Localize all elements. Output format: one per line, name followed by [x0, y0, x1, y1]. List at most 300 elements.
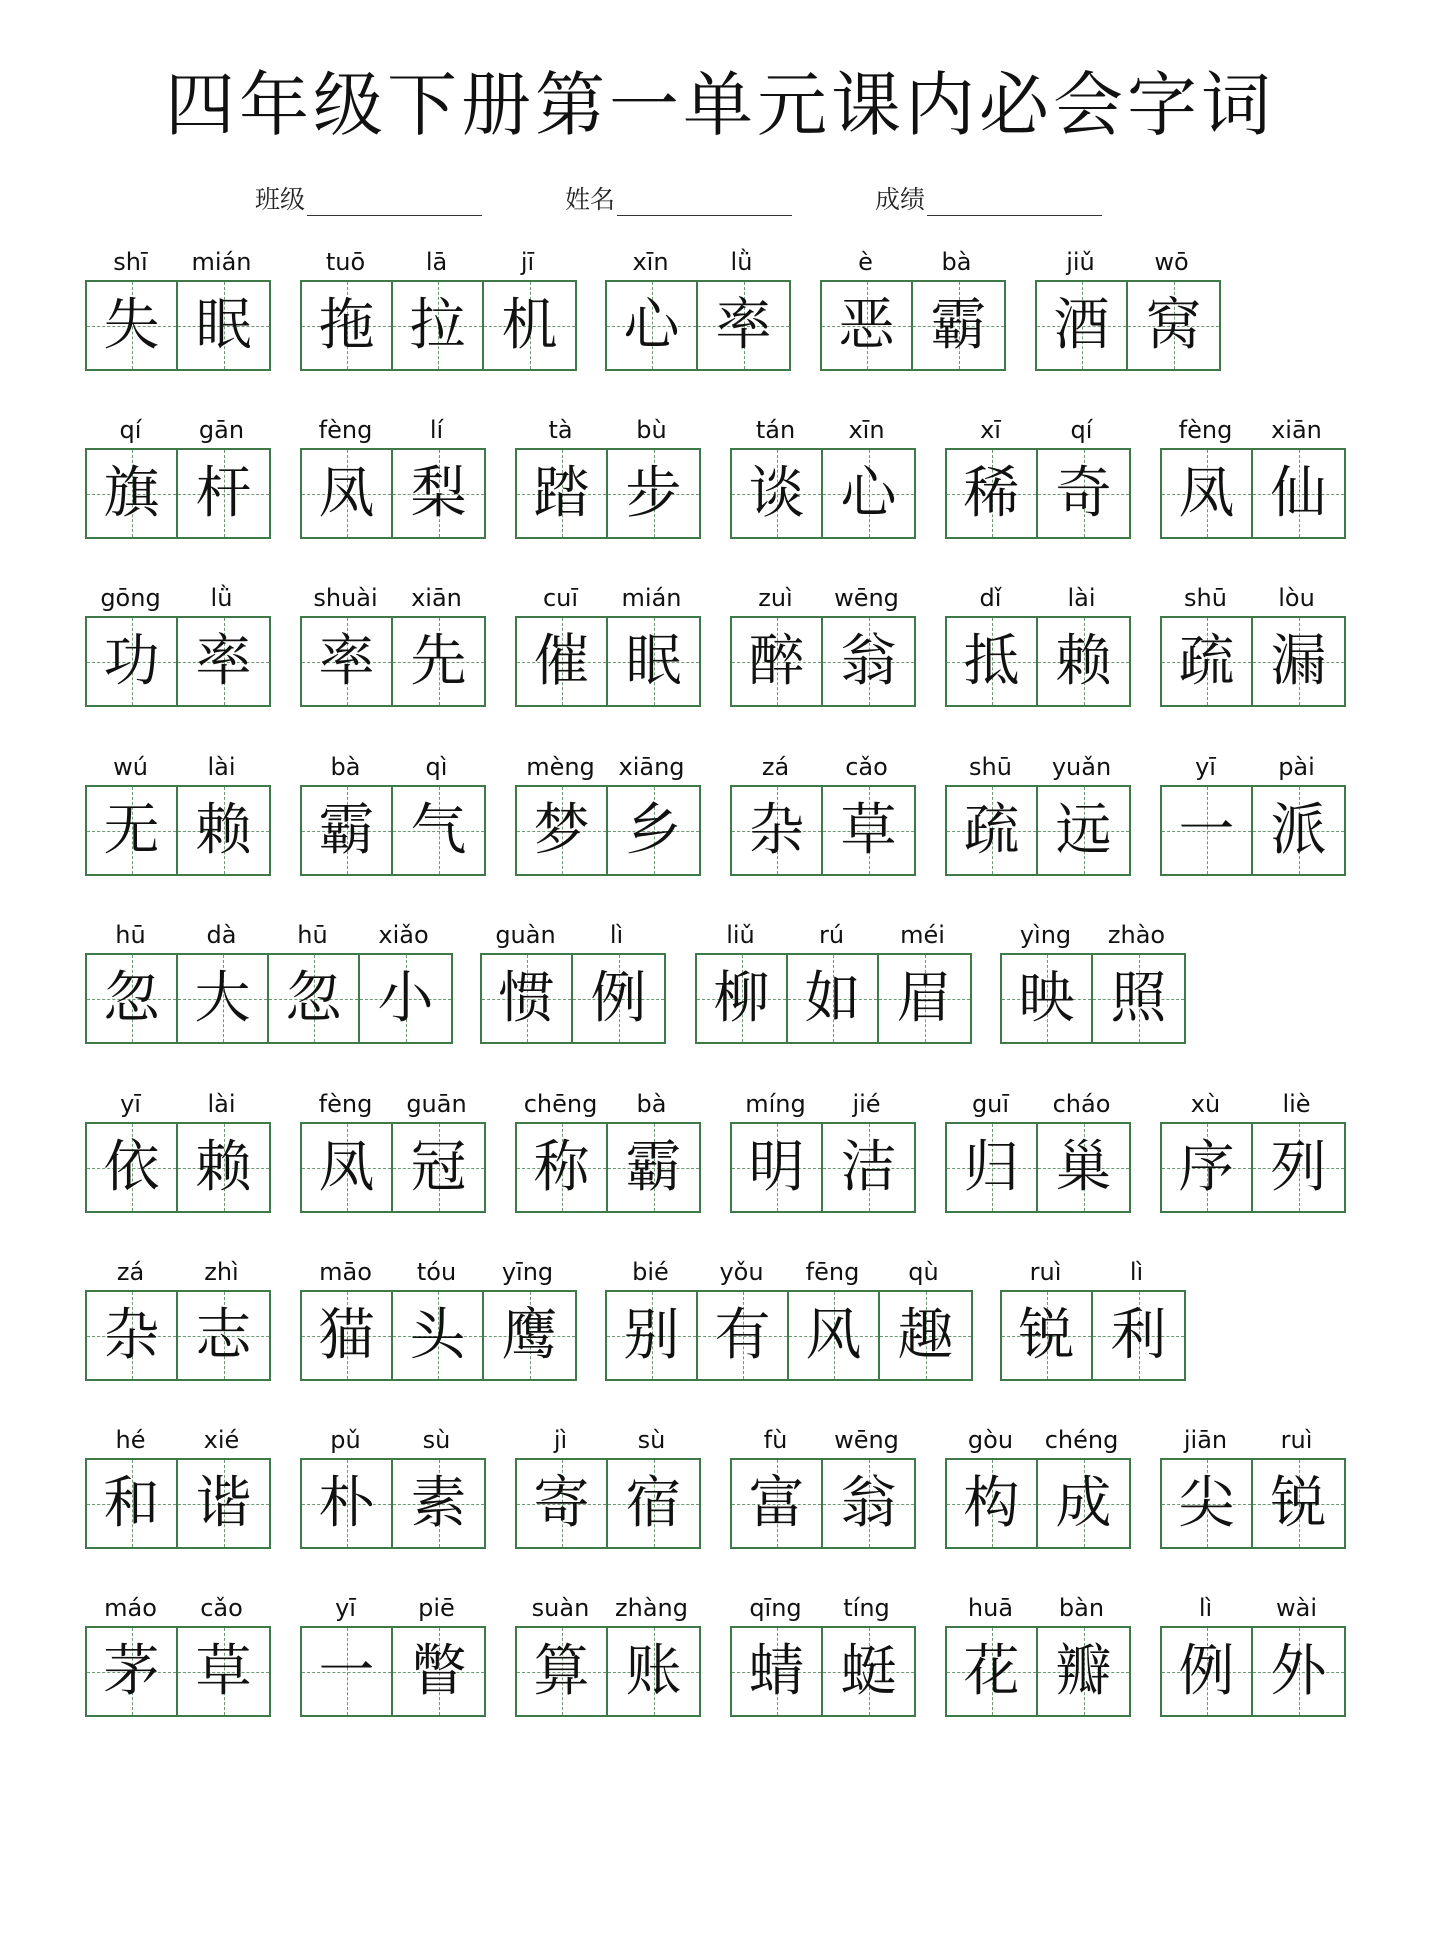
pinyin-line	[1035, 245, 1217, 279]
pinyin-syllable: shū	[1184, 584, 1227, 612]
pinyin-syllable: bù	[636, 416, 667, 444]
word-group	[1035, 245, 1217, 358]
pinyin-syllable: cuī	[542, 584, 579, 612]
pinyin-syllable: gòu	[967, 1426, 1014, 1454]
hanzi-character: 瓣	[1055, 1639, 1112, 1704]
tianzige-box	[1160, 448, 1346, 539]
page-title: 四年级下册第一单元课内必会字词	[165, 64, 1275, 146]
pinyin-syllable: tíng	[843, 1594, 890, 1622]
tianzige-cell	[393, 618, 484, 705]
hanzi-character: 算	[533, 1639, 590, 1704]
tianzige-cell	[1038, 1628, 1129, 1715]
word-group	[300, 413, 482, 526]
hanzi-character: 一	[1178, 798, 1235, 863]
hanzi-character: 拖	[318, 293, 375, 358]
pinyin-line	[945, 1591, 1127, 1625]
word-row	[0, 750, 1440, 890]
tianzige-cell	[947, 1124, 1038, 1211]
pinyin-syllable: ruì	[1280, 1426, 1313, 1454]
hanzi-character: 趣	[897, 1303, 954, 1368]
word-group	[945, 1591, 1127, 1704]
hanzi-character: 踏	[533, 461, 590, 526]
pinyin-syllable: māo	[319, 1258, 372, 1286]
hanzi-character: 率	[318, 629, 375, 694]
pinyin-line	[1000, 1255, 1182, 1289]
hanzi-character: 花	[963, 1639, 1020, 1704]
pinyin-syllable: xié	[203, 1426, 240, 1454]
hanzi-character: 旗	[103, 461, 160, 526]
tianzige-cell	[517, 450, 608, 537]
word-group	[605, 1255, 969, 1368]
hanzi-character: 拉	[409, 293, 466, 358]
tianzige-box	[730, 1122, 916, 1213]
tianzige-cell	[87, 1460, 178, 1547]
tianzige-cell	[1253, 787, 1344, 874]
word-group	[945, 1087, 1127, 1200]
tianzige-box	[1160, 785, 1346, 876]
tianzige-cell	[1162, 787, 1253, 874]
pinyin-syllable: pài	[1278, 753, 1315, 781]
tianzige-cell	[517, 1628, 608, 1715]
hanzi-character: 洁	[840, 1135, 897, 1200]
word-group	[945, 750, 1127, 863]
word-group	[820, 245, 1002, 358]
word-row	[0, 1087, 1440, 1227]
tianzige-box	[300, 785, 486, 876]
tianzige-cell	[732, 618, 823, 705]
pinyin-syllable: tán	[755, 416, 796, 444]
word-group	[300, 1087, 482, 1200]
tianzige-cell	[608, 450, 699, 537]
hanzi-character: 气	[410, 798, 467, 863]
hanzi-character: 眠	[625, 629, 682, 694]
word-group	[730, 1087, 912, 1200]
word-row	[0, 1591, 1440, 1731]
pinyin-syllable: lài	[207, 753, 236, 781]
pinyin-syllable: tóu	[416, 1258, 457, 1286]
tianzige-box	[730, 1458, 916, 1549]
pinyin-line	[730, 581, 912, 615]
pinyin-syllable: bié	[632, 1258, 669, 1286]
class-field	[255, 180, 482, 216]
pinyin-line	[300, 750, 482, 784]
tianzige-cell	[573, 955, 664, 1042]
tianzige-cell	[87, 618, 178, 705]
pinyin-syllable: lì	[1198, 1594, 1213, 1622]
tianzige-cell	[178, 1292, 269, 1379]
tianzige-cell	[1253, 450, 1344, 537]
tianzige-cell	[302, 787, 393, 874]
pinyin-syllable: cǎo	[845, 753, 888, 781]
hanzi-character: 蜓	[840, 1639, 897, 1704]
tianzige-box	[85, 616, 271, 707]
tianzige-cell	[913, 282, 1004, 369]
pinyin-syllable: tà	[548, 416, 573, 444]
hanzi-character: 漏	[1270, 629, 1327, 694]
word-group	[1000, 1255, 1182, 1368]
tianzige-box	[300, 1290, 577, 1381]
hanzi-character: 杂	[748, 798, 805, 863]
pinyin-syllable: cháo	[1052, 1090, 1111, 1118]
hanzi-character: 机	[501, 293, 558, 358]
tianzige-box	[945, 1458, 1131, 1549]
hanzi-character: 朴	[318, 1471, 375, 1536]
hanzi-character: 霸	[625, 1135, 682, 1200]
pinyin-syllable: wō	[1154, 248, 1189, 276]
pinyin-syllable: wú	[113, 753, 148, 781]
pinyin-syllable: chēng	[523, 1090, 598, 1118]
pinyin-syllable: xiān	[1271, 416, 1322, 444]
hanzi-character: 凤	[318, 1135, 375, 1200]
word-group	[1160, 581, 1342, 694]
pinyin-syllable: yīng	[501, 1258, 554, 1286]
tianzige-cell	[732, 1460, 823, 1547]
hanzi-character: 锐	[1018, 1303, 1075, 1368]
pinyin-syllable: fèng	[1178, 416, 1233, 444]
pinyin-line	[85, 245, 267, 279]
pinyin-syllable: yìng	[1019, 921, 1072, 949]
tianzige-cell	[1038, 618, 1129, 705]
tianzige-cell	[823, 1628, 914, 1715]
tianzige-cell	[302, 618, 393, 705]
tianzige-cell	[823, 1460, 914, 1547]
pinyin-line	[515, 581, 697, 615]
score-blank[interactable]	[927, 185, 1102, 216]
tianzige-cell	[302, 450, 393, 537]
pinyin-syllable: lì	[1129, 1258, 1144, 1286]
pinyin-syllable: chéng	[1044, 1426, 1119, 1454]
hanzi-character: 率	[715, 293, 772, 358]
hanzi-character: 率	[195, 629, 252, 694]
hanzi-character: 依	[103, 1135, 160, 1200]
pinyin-syllable: xīn	[632, 248, 669, 276]
tianzige-box	[515, 1122, 701, 1213]
pinyin-syllable: xiǎo	[378, 921, 429, 949]
pinyin-line	[1000, 918, 1182, 952]
word-group	[1160, 1087, 1342, 1200]
word-row	[0, 581, 1440, 721]
tianzige-box	[605, 1290, 973, 1381]
word-group	[515, 1591, 697, 1704]
tianzige-box	[85, 280, 271, 371]
pinyin-syllable: è	[858, 248, 873, 276]
word-group	[85, 750, 267, 863]
tianzige-box	[945, 1122, 1131, 1213]
pinyin-line	[300, 245, 573, 279]
hanzi-character: 抵	[963, 629, 1020, 694]
tianzige-cell	[178, 1124, 269, 1211]
pinyin-syllable: míng	[745, 1090, 806, 1118]
tianzige-cell	[517, 1460, 608, 1547]
word-group	[945, 1423, 1127, 1536]
tianzige-box	[85, 1122, 271, 1213]
tianzige-box	[1000, 953, 1186, 1044]
tianzige-cell	[482, 955, 573, 1042]
pinyin-syllable: lǜ	[730, 248, 753, 276]
hanzi-character: 谐	[195, 1471, 252, 1536]
hanzi-character: 赖	[1055, 629, 1112, 694]
pinyin-line	[820, 245, 1002, 279]
tianzige-cell	[178, 618, 269, 705]
pinyin-line	[85, 1087, 267, 1121]
tianzige-cell	[697, 955, 788, 1042]
pinyin-line	[605, 245, 787, 279]
pinyin-line	[730, 750, 912, 784]
pinyin-syllable: zhào	[1107, 921, 1166, 949]
pinyin-line	[85, 581, 267, 615]
word-group	[300, 750, 482, 863]
word-row	[0, 918, 1440, 1058]
pinyin-syllable: wēng	[834, 1426, 899, 1454]
word-group	[1160, 413, 1342, 526]
word-row	[0, 245, 1440, 385]
tianzige-cell	[947, 618, 1038, 705]
pinyin-syllable: dà	[206, 921, 237, 949]
tianzige-cell	[822, 282, 913, 369]
pinyin-syllable: xiān	[411, 584, 462, 612]
pinyin-line	[300, 413, 482, 447]
hanzi-character: 失	[103, 293, 160, 358]
word-group	[730, 1591, 912, 1704]
hanzi-character: 远	[1055, 798, 1112, 863]
word-group	[515, 750, 697, 863]
hanzi-character: 翁	[840, 629, 897, 694]
word-group	[85, 1087, 267, 1200]
tianzige-box	[1000, 1290, 1186, 1381]
hanzi-character: 乡	[625, 798, 682, 863]
word-group	[730, 581, 912, 694]
tianzige-cell	[517, 1124, 608, 1211]
tianzige-cell	[87, 450, 178, 537]
pinyin-syllable: sù	[637, 1426, 666, 1454]
tianzige-cell	[393, 1460, 484, 1547]
hanzi-character: 志	[195, 1303, 252, 1368]
hanzi-character: 有	[714, 1303, 771, 1368]
tianzige-cell	[1253, 1460, 1344, 1547]
hanzi-character: 功	[103, 629, 160, 694]
pinyin-line	[1160, 750, 1342, 784]
tianzige-cell	[178, 450, 269, 537]
tianzige-box	[85, 953, 453, 1044]
hanzi-character: 草	[840, 798, 897, 863]
pinyin-syllable: jiǔ	[1066, 248, 1095, 276]
tianzige-cell	[178, 955, 269, 1042]
pinyin-syllable: xī	[980, 416, 1001, 444]
pinyin-syllable: lā	[425, 248, 448, 276]
tianzige-cell	[1162, 1460, 1253, 1547]
pinyin-syllable: jié	[852, 1090, 881, 1118]
pinyin-line	[945, 1423, 1127, 1457]
tianzige-cell	[1128, 282, 1219, 369]
score-field	[875, 180, 1102, 216]
tianzige-cell	[947, 450, 1038, 537]
student-info-row	[0, 180, 1440, 220]
tianzige-cell	[1002, 955, 1093, 1042]
pinyin-syllable: jiān	[1183, 1426, 1228, 1454]
pinyin-syllable: lǜ	[210, 584, 233, 612]
tianzige-cell	[823, 787, 914, 874]
pinyin-syllable: yī	[1195, 753, 1216, 781]
pinyin-line	[945, 413, 1127, 447]
pinyin-syllable: yǒu	[719, 1258, 764, 1286]
tianzige-cell	[732, 1124, 823, 1211]
hanzi-character: 派	[1270, 798, 1327, 863]
pinyin-syllable: méi	[900, 921, 945, 949]
tianzige-box	[300, 280, 577, 371]
class-blank[interactable]	[307, 185, 482, 216]
hanzi-character: 寄	[533, 1471, 590, 1536]
pinyin-syllable: liè	[1282, 1090, 1311, 1118]
pinyin-syllable: bà	[636, 1090, 667, 1118]
tianzige-cell	[178, 282, 269, 369]
hanzi-character: 如	[804, 966, 861, 1031]
word-group	[85, 918, 449, 1031]
tianzige-cell	[879, 955, 970, 1042]
tianzige-cell	[302, 1292, 393, 1379]
pinyin-syllable: fù	[763, 1426, 788, 1454]
pinyin-syllable: yī	[120, 1090, 141, 1118]
hanzi-character: 惯	[498, 966, 555, 1031]
pinyin-syllable: pǔ	[330, 1426, 361, 1454]
pinyin-syllable: mèng	[526, 753, 595, 781]
tianzige-cell	[732, 787, 823, 874]
pinyin-line	[1160, 581, 1342, 615]
tianzige-cell	[1002, 1292, 1093, 1379]
tianzige-box	[300, 616, 486, 707]
word-group	[515, 1423, 697, 1536]
hanzi-character: 外	[1270, 1639, 1327, 1704]
word-group	[300, 1423, 482, 1536]
pinyin-syllable: lài	[207, 1090, 236, 1118]
hanzi-character: 杂	[103, 1303, 160, 1368]
tianzige-cell	[517, 618, 608, 705]
pinyin-line	[515, 1087, 697, 1121]
tianzige-box	[1160, 1122, 1346, 1213]
hanzi-character: 疏	[1178, 629, 1235, 694]
tianzige-cell	[269, 955, 360, 1042]
hanzi-character: 瞥	[410, 1639, 467, 1704]
tianzige-cell	[1038, 1460, 1129, 1547]
hanzi-character: 梦	[533, 798, 590, 863]
tianzige-box	[945, 1626, 1131, 1717]
tianzige-box	[85, 1626, 271, 1717]
pinyin-line	[695, 918, 968, 952]
hanzi-character: 映	[1018, 966, 1075, 1031]
tianzige-cell	[607, 1292, 698, 1379]
name-blank[interactable]	[617, 185, 792, 216]
tianzige-cell	[1162, 1628, 1253, 1715]
pinyin-line	[300, 1087, 482, 1121]
tianzige-box	[945, 448, 1131, 539]
tianzige-cell	[823, 1124, 914, 1211]
hanzi-character: 翁	[840, 1471, 897, 1536]
pinyin-syllable: gān	[198, 416, 245, 444]
tianzige-cell	[393, 450, 484, 537]
tianzige-cell	[393, 282, 484, 369]
tianzige-box	[300, 1122, 486, 1213]
pinyin-syllable: sù	[422, 1426, 451, 1454]
pinyin-line	[730, 413, 912, 447]
pinyin-line	[515, 413, 697, 447]
pinyin-syllable: zá	[761, 753, 790, 781]
pinyin-syllable: dǐ	[979, 584, 1002, 612]
hanzi-character: 醉	[748, 629, 805, 694]
tianzige-cell	[608, 1460, 699, 1547]
tianzige-box	[1160, 1458, 1346, 1549]
pinyin-syllable: bà	[330, 753, 361, 781]
tianzige-cell	[87, 1124, 178, 1211]
tianzige-box	[820, 280, 1006, 371]
pinyin-syllable: hū	[115, 921, 146, 949]
hanzi-character: 赖	[195, 1135, 252, 1200]
pinyin-line	[945, 1087, 1127, 1121]
tianzige-cell	[608, 1124, 699, 1211]
word-group	[605, 245, 787, 358]
tianzige-cell	[393, 1292, 484, 1379]
tianzige-cell	[1038, 450, 1129, 537]
tianzige-box	[300, 1458, 486, 1549]
pinyin-line	[730, 1423, 912, 1457]
hanzi-character: 锐	[1270, 1471, 1327, 1536]
hanzi-character: 账	[625, 1639, 682, 1704]
word-group	[1000, 918, 1182, 1031]
tianzige-cell	[87, 282, 178, 369]
tianzige-box	[730, 1626, 916, 1717]
hanzi-character: 先	[410, 629, 467, 694]
pinyin-syllable: xiāng	[618, 753, 685, 781]
word-row	[0, 413, 1440, 553]
word-row	[0, 1255, 1440, 1395]
hanzi-character: 利	[1110, 1303, 1167, 1368]
tianzige-box	[695, 953, 972, 1044]
hanzi-character: 忽	[285, 966, 342, 1031]
pinyin-syllable: yuǎn	[1051, 753, 1112, 781]
word-group	[300, 1255, 573, 1368]
hanzi-character: 恶	[838, 293, 895, 358]
tianzige-cell	[484, 282, 575, 369]
pinyin-syllable: zá	[116, 1258, 145, 1286]
hanzi-character: 构	[963, 1471, 1020, 1536]
pinyin-syllable: qù	[908, 1258, 939, 1286]
word-group	[730, 750, 912, 863]
hanzi-character: 心	[623, 293, 680, 358]
tianzige-cell	[517, 787, 608, 874]
word-group	[730, 1423, 912, 1536]
score-label: 成绩	[875, 185, 926, 214]
hanzi-character: 无	[103, 798, 160, 863]
word-group	[945, 413, 1127, 526]
word-group	[515, 413, 697, 526]
pinyin-syllable: fèng	[318, 1090, 373, 1118]
tianzige-cell	[608, 618, 699, 705]
hanzi-character: 例	[1178, 1639, 1235, 1704]
pinyin-line	[480, 918, 662, 952]
tianzige-cell	[1162, 1124, 1253, 1211]
pinyin-syllable: shū	[969, 753, 1012, 781]
pinyin-syllable: wēng	[834, 584, 899, 612]
pinyin-syllable: ruì	[1029, 1258, 1062, 1286]
word-group	[1160, 1423, 1342, 1536]
hanzi-character: 仙	[1270, 461, 1327, 526]
pinyin-syllable: lài	[1067, 584, 1096, 612]
hanzi-character: 凤	[1178, 461, 1235, 526]
word-group	[515, 581, 697, 694]
tianzige-box	[945, 785, 1131, 876]
pinyin-line	[730, 1087, 912, 1121]
tianzige-cell	[947, 1628, 1038, 1715]
hanzi-character: 成	[1055, 1471, 1112, 1536]
tianzige-cell	[87, 1628, 178, 1715]
